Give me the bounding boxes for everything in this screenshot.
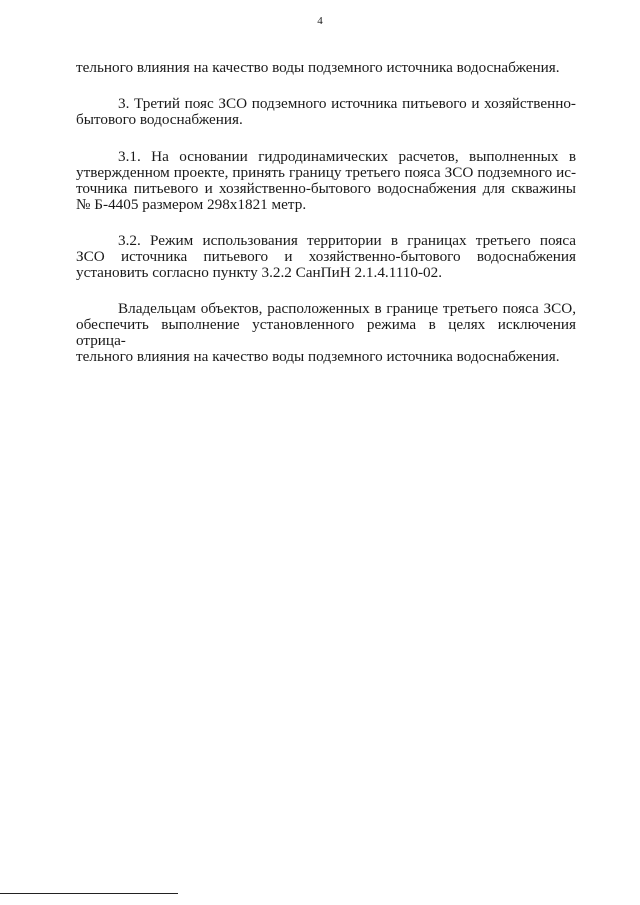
text-line: Владельцам объектов, расположенных в границе третьего пояса ЗСО, [118,300,576,317]
text-line: тельного влияния на качество воды подземного источника водоснабжения. [76,59,560,76]
text-line: 3.1. На основании гидродинамических расчетов, выполненных в [118,148,576,165]
paragraph-continuation [76,60,576,76]
text-line: тельного влияния на качество воды подземного источника водоснабжения. [76,348,560,365]
text-line: № Б-4405 размером 298х1821 метр. [76,196,307,213]
text-line: ЗСО источника питьевого и хозяйственно-бытового водоснабжения [76,248,576,265]
text-line: бытового водоснабжения. [76,111,243,128]
text-line: точника питьевого и хозяйственно-бытового водоснабжения для скважины [76,180,576,197]
text-line: 3.2. Режим использования территории в границах третьего пояса [118,232,576,249]
paragraph-section-3 [76,96,576,128]
text-line: обеспечить выполнение установленного режима в целях исключения отрица- [76,316,576,349]
paragraph-section-3-2 [76,233,576,281]
footnote-separator-line [0,893,178,894]
text-line: утвержденном проекте, принять границу третьего пояса ЗСО подземного ис- [76,164,576,181]
page-number: 4 [317,15,323,27]
text-line: 3. Третий пояс ЗСО подземного источника питьевого и хозяйственно- [118,95,576,112]
document-body [76,60,576,365]
paragraph-owners [76,301,576,365]
text-line: установить согласно пункту 3.2.2 СанПиН 2.1.4.1110-02. [76,264,442,281]
paragraph-section-3-1 [76,149,576,213]
